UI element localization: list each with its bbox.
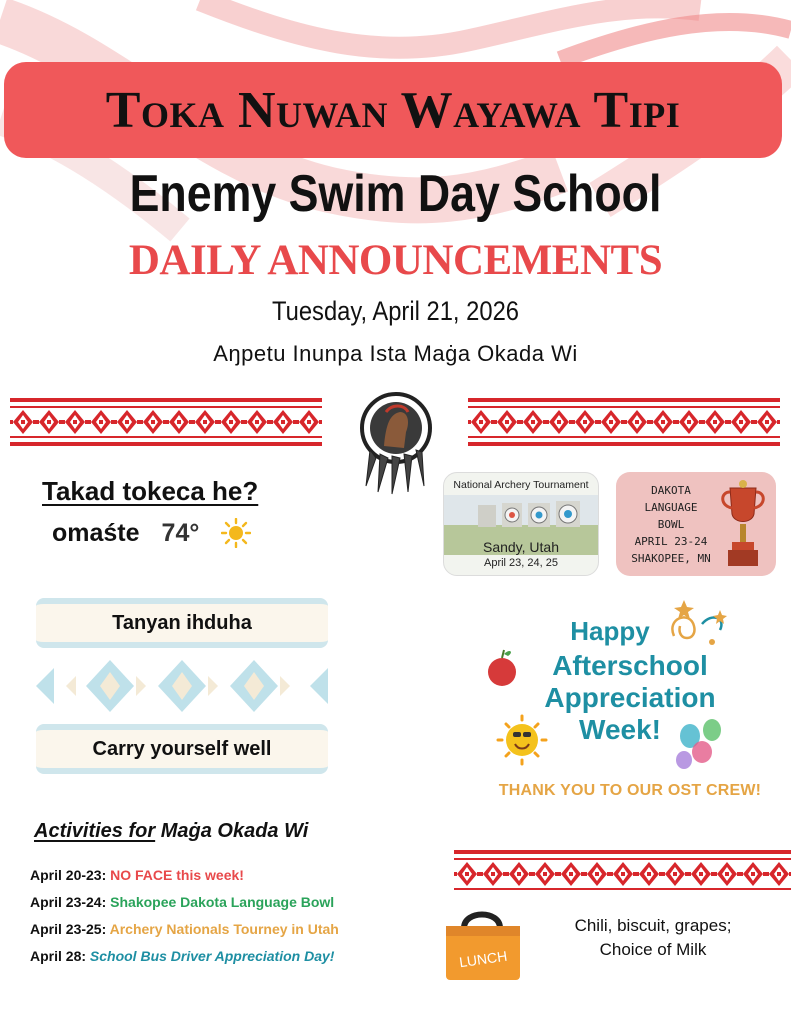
activity-item <box>30 862 339 889</box>
archery-location: Sandy, Utah <box>482 539 559 555</box>
motto-dakota-pill <box>36 598 328 648</box>
afterschool-appreciation-graphic <box>480 596 780 806</box>
lunch-label: LUNCH <box>458 947 509 971</box>
lunch-menu-line: Chili, biscuit, grapes; <box>574 916 732 935</box>
activity-item <box>30 889 339 916</box>
activity-date: April 23-24: <box>30 894 107 910</box>
activity-text: Archery Nationals Tourney in Utah <box>109 921 339 937</box>
language-bowl-line: DAKOTA LANGUAGE <box>644 484 698 514</box>
activities-title-prefix: Activities for <box>34 820 156 842</box>
sun-icon <box>221 518 251 548</box>
afterschool-line: Afterschool <box>552 650 708 681</box>
archery-tournament-card <box>443 472 599 576</box>
archery-dates: April 23, 24, 25 <box>484 557 558 569</box>
weather-temperature: 74° <box>161 518 200 547</box>
activities-title <box>34 820 308 843</box>
activities-list <box>30 862 339 970</box>
motto-english: Carry yourself well <box>92 737 272 760</box>
lunch-menu <box>548 914 758 962</box>
activity-item <box>30 916 339 943</box>
appreciation-line: Appreciation <box>544 682 716 713</box>
weather-condition: omaśte <box>52 518 140 547</box>
activity-item <box>30 943 339 970</box>
motto-box <box>36 596 328 776</box>
happy-line: Happy <box>570 616 650 646</box>
language-bowl-line: BOWL <box>657 518 685 531</box>
geometric-pattern <box>36 650 328 722</box>
page-title: Toka Nuwan Wayawa Tipi <box>105 81 681 139</box>
dakota-date-text: Aŋpetu Inunpa Ista Maġa Okada Wi <box>213 341 578 366</box>
activity-date: April 28: <box>30 948 87 964</box>
title-banner <box>4 62 782 158</box>
activity-text: NO FACE this week! <box>110 867 244 883</box>
thank-you-text: THANK YOU TO OUR OST CREW! <box>498 782 762 799</box>
activities-title-month: Maġa Okada Wi <box>160 820 309 842</box>
activity-text: Shakopee Dakota Language Bowl <box>110 894 335 910</box>
trophy-icon <box>716 480 770 572</box>
pattern-band-right <box>468 398 780 446</box>
school-name: Enemy Swim Day School <box>129 165 662 223</box>
activity-date: April 23-25: <box>30 921 107 937</box>
language-bowl-line: SHAKOPEE, MN <box>631 552 711 565</box>
daily-announcements-heading: DAILY ANNOUNCEMENTS <box>128 237 663 284</box>
motto-english-pill <box>36 724 328 774</box>
date-text: Tuesday, April 21, 2026 <box>271 296 520 326</box>
activity-date: April 20-23: <box>30 867 107 883</box>
lunch-bag-icon <box>440 906 526 982</box>
weather-row <box>52 518 251 548</box>
archery-card-title: National Archery Tournament <box>453 479 589 491</box>
school-logo <box>356 388 436 496</box>
week-line: Week! <box>579 714 661 745</box>
language-bowl-card <box>616 472 776 576</box>
language-bowl-line: APRIL 23-24 <box>634 535 708 548</box>
motto-dakota: Tanyan ihduha <box>112 611 252 634</box>
weather-question: Takad tokeca he? <box>42 476 259 506</box>
language-bowl-text <box>626 482 716 567</box>
pattern-band-lunch <box>454 850 791 894</box>
lunch-menu-line: Choice of Milk <box>599 940 707 959</box>
pattern-band-left <box>10 398 322 446</box>
activity-text: School Bus Driver Appreciation Day! <box>89 948 335 964</box>
